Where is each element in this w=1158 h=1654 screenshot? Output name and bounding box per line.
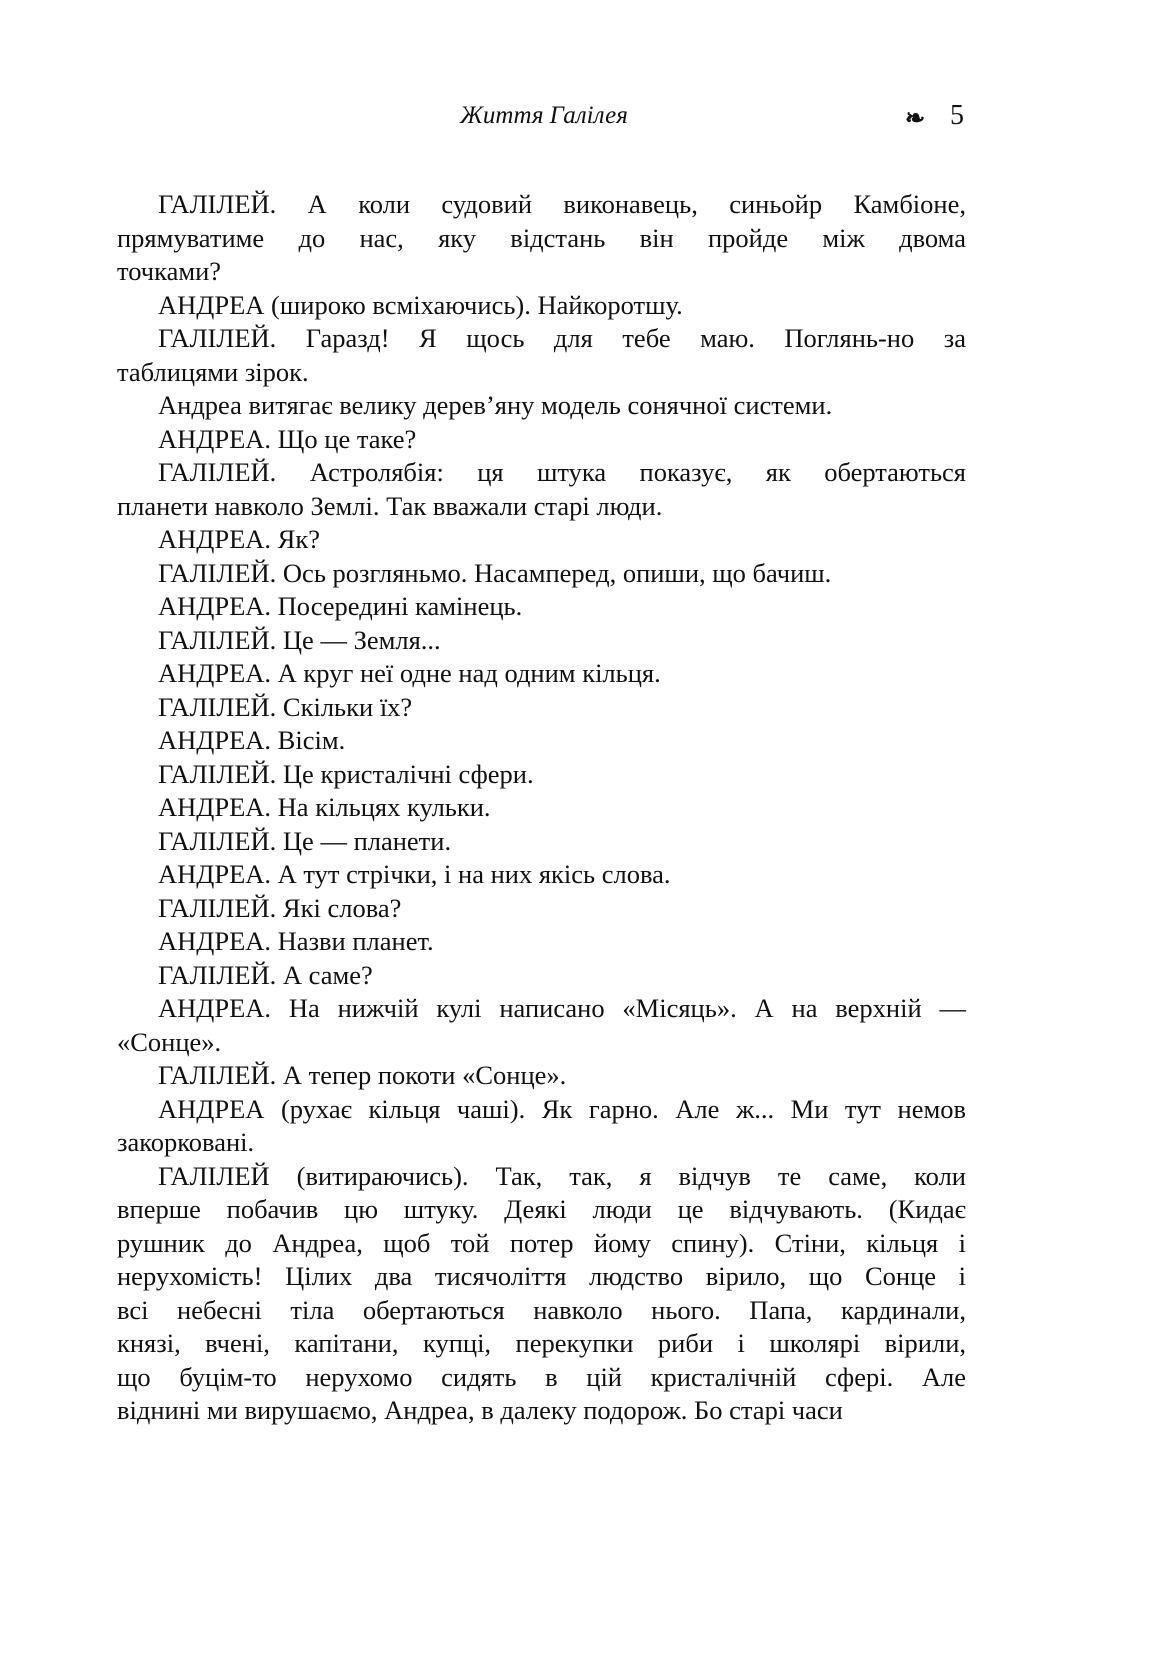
text-line: АНДРЕА. Як?	[158, 524, 320, 554]
text-line: ГАЛІЛЕЙ (витираючись). Так, так, я відчув те саме, коли	[158, 1160, 966, 1191]
text-line: АНДРЕА. А тут стрічки, і на них якісь слова.	[158, 859, 671, 889]
paragraph	[117, 959, 966, 993]
text-line: закорковані.	[117, 1127, 255, 1157]
text-line: князі, вчені, капітани, купці, перекупки риби і школярі вірили,	[117, 1328, 966, 1358]
paragraph	[117, 791, 966, 825]
page-number: 5	[950, 100, 964, 131]
paragraph	[117, 925, 966, 959]
text-line: ГАЛІЛЕЙ. Це — планети.	[158, 825, 452, 856]
text-line: АНДРЕА (рухає кільця чаші). Як гарно. Але ж... Ми тут немов	[158, 1093, 966, 1124]
text-line: Андреа витягає велику дерев’яну модель сонячної системи.	[158, 390, 833, 420]
text-line: АНДРЕА (широко всміхаючись). Найкоротшу.	[158, 289, 683, 320]
text-line: планети навколо Землі. Так вважали старі люди.	[117, 490, 663, 521]
text-line: АНДРЕА. Посередині камінець.	[158, 591, 523, 621]
text-line: ГАЛІЛЕЙ. А саме?	[158, 959, 373, 990]
paragraph	[117, 992, 966, 1059]
text-line: АНДРЕА. Що це таке?	[158, 423, 417, 454]
text-line: «Сонце».	[117, 1026, 222, 1057]
text-line: ГАЛІЛЕЙ. А коли судовий виконавець, синьойр Камбіоне,	[158, 189, 966, 219]
paragraph	[117, 557, 966, 591]
paragraph	[117, 1093, 966, 1160]
text-line: точками?	[117, 256, 222, 286]
text-line: таблицями зірок.	[117, 356, 309, 387]
text-line: віднині ми вирушаємо, Андреа, в далеку подорож. Бо старі часи	[117, 1395, 843, 1425]
text-line: ГАЛІЛЕЙ. А тепер покоти «Сонце».	[158, 1060, 567, 1090]
paragraph	[117, 758, 966, 792]
text-line: АНДРЕА. Назви планет.	[158, 926, 434, 956]
ornament-icon: ❧	[905, 106, 926, 132]
running-header	[0, 102, 1158, 138]
text-line: АНДРЕА. На кільцях кульки.	[158, 792, 491, 822]
text-line: ГАЛІЛЕЙ. Гаразд! Я щось для тебе маю. Поглянь-но за	[158, 323, 966, 353]
text-line: ГАЛІЛЕЙ. Які слова?	[158, 892, 402, 923]
text-line: ГАЛІЛЕЙ. Це кристалічні сфери.	[158, 758, 534, 789]
paragraph	[117, 289, 966, 323]
text-line: АНДРЕА. Вісім.	[158, 725, 346, 755]
running-title: Життя Галілея	[460, 102, 628, 129]
paragraph	[117, 657, 966, 691]
paragraph	[117, 188, 966, 289]
paragraph	[117, 1160, 966, 1428]
paragraph	[117, 892, 966, 926]
paragraph	[117, 1059, 966, 1093]
paragraph	[117, 389, 966, 423]
text-line: нерухомість! Цілих два тисячоліття людство вірило, що Сонце і	[117, 1261, 966, 1291]
paragraph	[117, 825, 966, 859]
text-line: ГАЛІЛЕЙ. Астролябія: ця штука показує, як обертаються	[158, 457, 966, 487]
text-line: ГАЛІЛЕЙ. Ось розгляньмо. Насамперед, опиши, що бачиш.	[158, 557, 832, 588]
text-line: прямуватиме до нас, яку відстань він пройде між двома	[117, 222, 966, 253]
text-line: АНДРЕА. А круг неї одне над одним кільця.	[158, 658, 661, 688]
body-text	[117, 188, 966, 1428]
paragraph	[117, 423, 966, 457]
paragraph	[117, 523, 966, 557]
paragraph	[117, 624, 966, 658]
paragraph	[117, 590, 966, 624]
paragraph	[117, 322, 966, 389]
paragraph	[117, 456, 966, 523]
text-line: вперше побачив цю штуку. Деякі люди це відчувають. (Кидає	[117, 1194, 966, 1224]
paragraph	[117, 724, 966, 758]
paragraph	[117, 858, 966, 892]
text-line: всі небесні тіла обертаються навколо нього. Папа, кардинали,	[117, 1294, 966, 1325]
text-line: рушник до Андреа, щоб той потер йому спину). Стіни, кільця і	[117, 1227, 966, 1258]
text-line: що буцім-то нерухомо сидять в цій кристалічній сфері. Але	[117, 1361, 966, 1392]
text-line: ГАЛІЛЕЙ. Це — Земля...	[158, 624, 441, 655]
text-line: ГАЛІЛЕЙ. Скільки їх?	[158, 691, 413, 722]
paragraph	[117, 691, 966, 725]
text-line: АНДРЕА. На нижчій кулі написано «Місяць». А на верхній —	[158, 993, 966, 1023]
